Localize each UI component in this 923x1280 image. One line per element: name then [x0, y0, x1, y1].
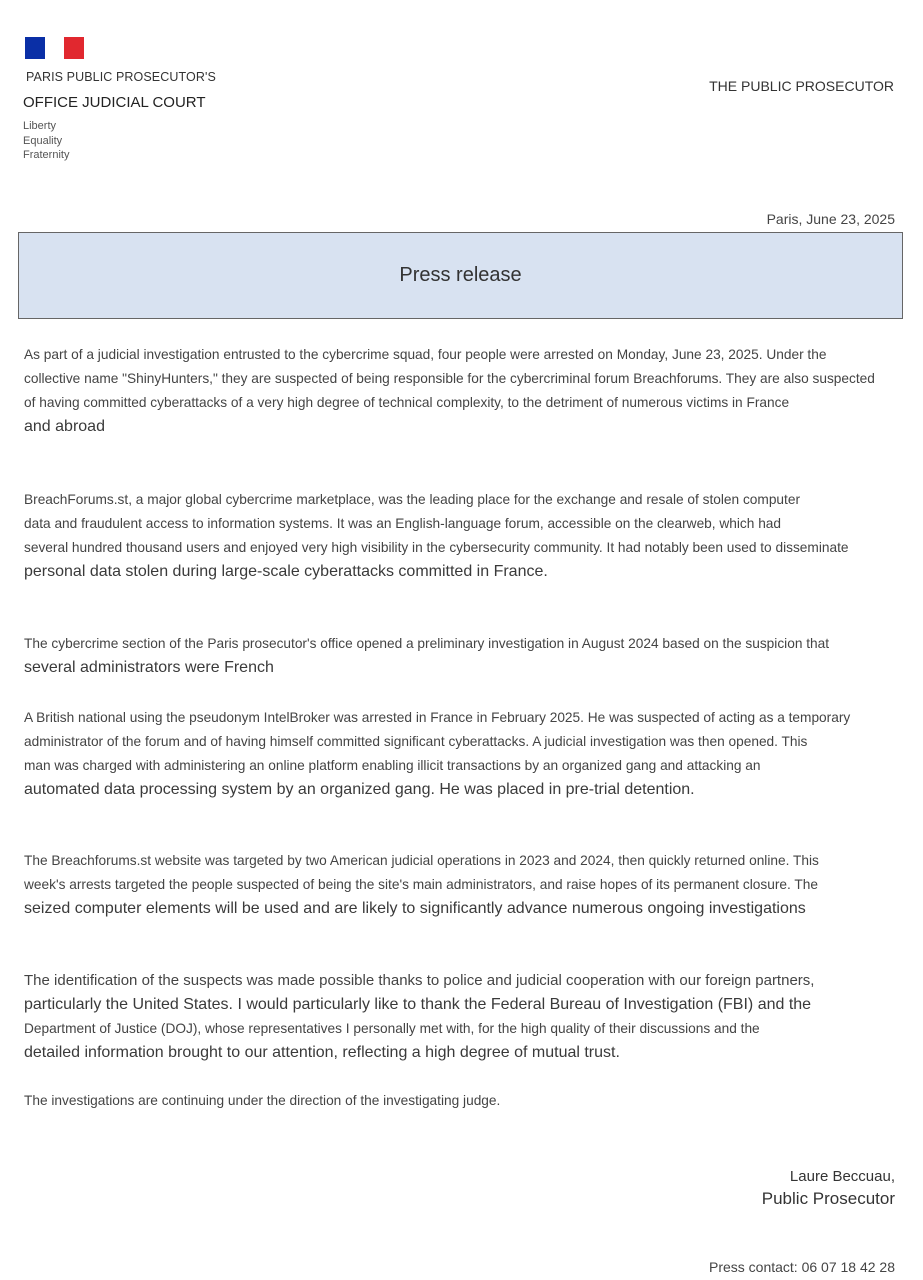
paragraph-line: The Breachforums.st website was targeted by two American judicial operations in 2023 and 2024, then quickly returned online. This — [24, 853, 819, 868]
motto-equality: Equality — [23, 134, 63, 147]
paragraph-line: collective name "ShinyHunters," they are suspected of being responsible for the cybercriminal forum Breachforums. They are also suspected — [24, 371, 875, 386]
paragraph-line: detailed information brought to our attention, reflecting a high degree of mutual trust. — [24, 1044, 620, 1061]
paragraph-line: personal data stolen during large-scale cyberattacks committed in France. — [24, 563, 548, 580]
paragraph-line: week's arrests targeted the people suspected of being the site's main administrators, and raise hopes of its permanent closure. The — [24, 877, 818, 892]
paragraph-line: data and fraudulent access to information systems. It was an English-language forum, accessible on the clearweb, which had — [24, 516, 782, 531]
paragraph-line: several hundred thousand users and enjoyed very high visibility in the cybersecurity community. It had notably been used to disseminate — [24, 540, 849, 555]
paragraph-line: and abroad — [24, 418, 105, 435]
paragraph-line: administrator of the forum and of having himself committed significant cyberattacks. A judicial investigation was then opened. This — [24, 734, 808, 749]
motto — [23, 119, 69, 163]
french-flag-icon — [25, 37, 84, 59]
paragraph-breachforums — [24, 488, 904, 584]
paragraph-preliminary-investigation — [24, 632, 904, 680]
press-contact: Press contact: 06 07 18 42 28 — [708, 1259, 895, 1275]
public-prosecutor-heading: THE PUBLIC PROSECUTOR — [709, 78, 894, 94]
office-name-line-1: PARIS PUBLIC PROSECUTOR'S — [26, 70, 216, 84]
flag-blue-stripe — [25, 37, 45, 59]
paragraph-line: of having committed cyberattacks of a very high degree of technical complexity, to the detriment of numerous victims in France — [24, 395, 790, 410]
flag-white-stripe — [45, 37, 64, 59]
document-date: Paris, June 23, 2025 — [766, 211, 895, 227]
paragraph-line: man was charged with administering an online platform enabling illicit transactions by an organized gang and attacking an — [24, 758, 761, 773]
motto-liberty: Liberty — [23, 120, 57, 132]
motto-fraternity: Fraternity — [23, 149, 70, 161]
paragraph-line: seized computer elements will be used and are likely to significantly advance numerous ongoing investigations — [24, 900, 806, 917]
paragraph-line: The identification of the suspects was made possible thanks to police and judicial cooperation with our foreign partners, — [24, 972, 815, 989]
paragraph-cooperation — [24, 969, 904, 1065]
office-name-line-2: OFFICE JUDICIAL COURT — [23, 94, 206, 111]
paragraph-intelbroker — [24, 706, 904, 802]
paragraph-line: As part of a judicial investigation entrusted to the cybercrime squad, four people were arrested on Monday, June 23, 2025. Under the — [24, 347, 827, 362]
signature-block — [762, 1166, 895, 1210]
paragraph-us-operations — [24, 849, 904, 921]
paragraph-closing — [24, 1089, 904, 1113]
paragraph-line: A British national using the pseudonym IntelBroker was arrested in France in February 2025. He was suspected of acting as a temporary — [24, 710, 851, 725]
paragraph-line: Department of Justice (DOJ), whose representatives I personally met with, for the high quality of their discussions and the — [24, 1021, 760, 1036]
paragraph-arrests — [24, 343, 904, 439]
press-release-title: Press release — [399, 264, 522, 286]
flag-red-stripe — [64, 37, 84, 59]
paragraph-line: particularly the United States. I would particularly like to thank the Federal Bureau of Investigation (FBI) and the — [24, 996, 812, 1013]
paragraph-line: BreachForums.st, a major global cybercrime marketplace, was the leading place for the exchange and resale of stolen computer — [24, 492, 801, 507]
press-release-banner — [18, 232, 903, 319]
signatory-name: Laure Beccuau, — [789, 1168, 895, 1185]
signatory-title: Public Prosecutor — [761, 1189, 895, 1208]
paragraph-line: several administrators were French — [24, 659, 274, 676]
paragraph-line: The investigations are continuing under the direction of the investigating judge. — [24, 1093, 501, 1108]
paragraph-line: automated data processing system by an organized gang. He was placed in pre-trial detention. — [24, 781, 695, 798]
paragraph-line: The cybercrime section of the Paris prosecutor's office opened a preliminary investigation in August 2024 based on the suspicion that — [24, 636, 830, 651]
